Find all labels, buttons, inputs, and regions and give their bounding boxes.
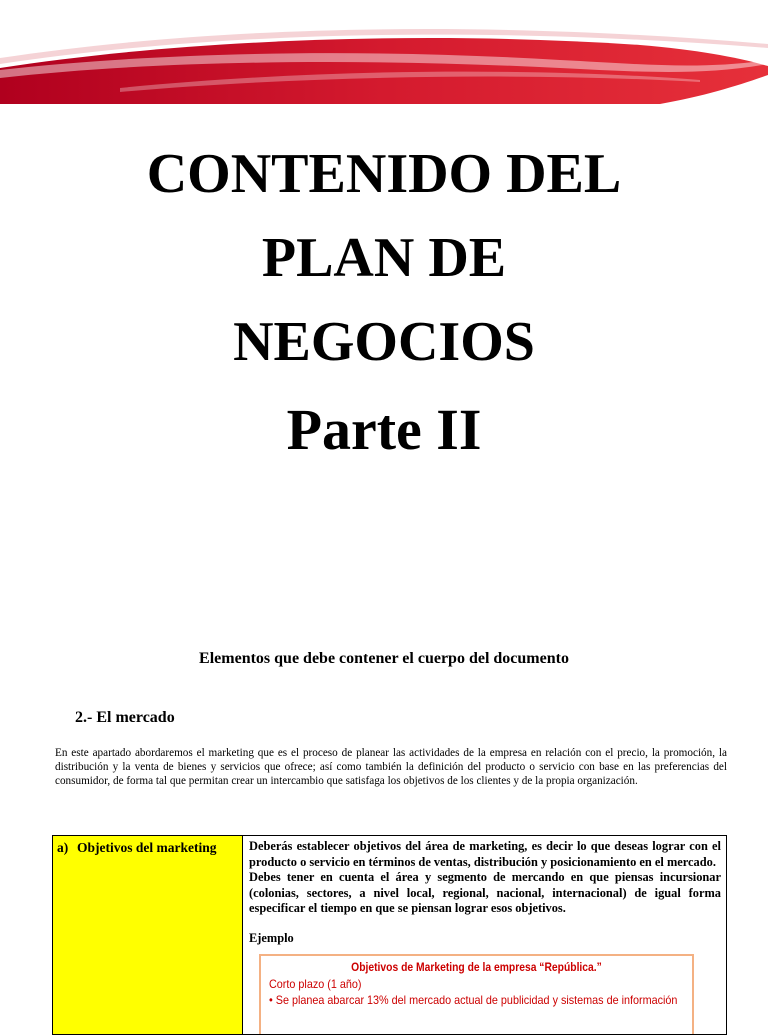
document-subtitle: Elementos que debe contener el cuerpo del documento xyxy=(199,650,569,667)
title-line-1: CONTENIDO DEL xyxy=(146,143,622,205)
content-paragraph-2: Debes tener en cuenta el área y segmento de mercando en que piensas incursionar (colonias, sectores, a nivel local, regional, nacional, internacional) de igual forma especificar el tiempo en que se piensan lograr esos objetivos. xyxy=(249,870,721,915)
document-title xyxy=(0,132,768,474)
header-banner xyxy=(0,0,768,110)
example-label: Ejemplo xyxy=(249,930,294,945)
title-line-4: Parte II xyxy=(286,397,482,462)
example-line-1: Corto plazo (1 año) xyxy=(269,976,362,991)
example-title: Objetivos de Marketing de la empresa “República.” xyxy=(351,960,602,974)
content-paragraph-1: Deberás establecer objetivos del área de marketing, es decir lo que deseas lograr con el producto o servicio en términos de ventas, distribución y posicionamiento en el mercado. xyxy=(249,839,721,869)
intro-paragraph: En este apartado abordaremos el marketing que es el proceso de planear las actividades de la empresa en relación con el precio, la promoción, la distribución y la venta de bienes y servicios que ofrece; así como también la definición del producto o servicio con base en las preferencias del consumidor, de forma tal que permitan crear un intercambio que satisfaga los objetivos de los clientes y de la propia organización. xyxy=(55,747,727,787)
example-line-2: • Se planea abarcar 13% del mercado actual de publicidad y sistemas de información xyxy=(269,992,678,1007)
list-marker: a) xyxy=(57,840,69,855)
title-line-3: NEGOCIOS xyxy=(233,311,535,373)
section-heading: 2.- El mercado xyxy=(75,709,175,726)
table-content-cell xyxy=(243,836,726,1034)
example-box xyxy=(259,954,694,1034)
objectives-table xyxy=(52,835,727,1035)
table-label-cell xyxy=(53,836,243,1034)
table-label: Objetivos del marketing xyxy=(77,840,217,855)
title-line-2: PLAN DE xyxy=(261,227,507,289)
